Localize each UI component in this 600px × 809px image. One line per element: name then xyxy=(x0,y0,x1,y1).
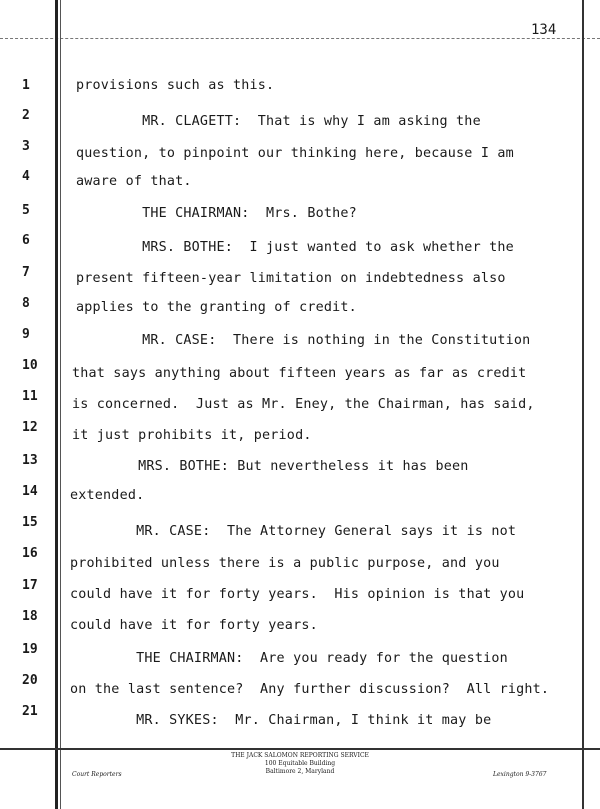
line-number: 3 xyxy=(22,139,30,154)
transcript-line: present fifteen-year limitation on indebtedness also xyxy=(76,271,506,286)
line-number: 17 xyxy=(22,578,38,593)
line-number: 4 xyxy=(22,169,30,184)
page-number: 134 xyxy=(531,22,557,38)
transcript-line: THE CHAIRMAN: Are you ready for the question xyxy=(70,651,508,666)
line-number: 21 xyxy=(22,704,38,719)
footer-service-name: THE JACK SALOMON REPORTING SERVICE xyxy=(231,752,369,759)
transcript-line: it just prohibits it, period. xyxy=(72,428,312,443)
left-margin-rule xyxy=(55,0,58,809)
transcript-line: could have it for forty years. xyxy=(70,618,318,633)
line-number: 5 xyxy=(22,203,30,218)
transcript-line: MRS. BOTHE: But nevertheless it has been xyxy=(72,459,469,474)
transcript-line: MR. CLAGETT: That is why I am asking the xyxy=(76,114,481,129)
transcript-line: MR. CASE: There is nothing in the Constitution xyxy=(76,333,531,348)
left-margin-rule-inner xyxy=(60,0,61,809)
line-number: 1 xyxy=(22,78,30,93)
transcript-line: on the last sentence? Any further discussion? All right. xyxy=(70,682,550,697)
line-number: 20 xyxy=(22,673,38,688)
line-number: 12 xyxy=(22,420,38,435)
line-number: 19 xyxy=(22,642,38,657)
line-number: 11 xyxy=(22,389,38,404)
footer-court-reporters: Court Reporters xyxy=(72,771,122,778)
right-margin-rule xyxy=(582,0,584,809)
top-rule xyxy=(0,38,600,39)
transcript-line: extended. xyxy=(70,488,145,503)
line-number: 14 xyxy=(22,484,38,499)
line-number: 9 xyxy=(22,327,30,342)
transcript-line: MRS. BOTHE: I just wanted to ask whether the xyxy=(76,240,514,255)
transcript-line: question, to pinpoint our thinking here, because I am xyxy=(76,146,514,161)
transcript-line: prohibited unless there is a public purpose, and you xyxy=(70,556,500,571)
bottom-rule xyxy=(0,748,600,750)
line-number: 8 xyxy=(22,296,30,311)
transcript-line: that says anything about fifteen years as far as credit xyxy=(72,366,527,381)
footer-phone: Lexington 9-3767 xyxy=(493,771,547,778)
line-number: 13 xyxy=(22,453,38,468)
transcript-line: aware of that. xyxy=(76,174,192,189)
footer-address-line-2: Baltimore 2, Maryland xyxy=(265,768,335,775)
line-number: 6 xyxy=(22,233,30,248)
transcript-line: is concerned. Just as Mr. Eney, the Chairman, has said, xyxy=(72,397,535,412)
line-number: 2 xyxy=(22,108,30,123)
footer-address-line-1: 100 Equitable Building xyxy=(264,760,336,767)
transcript-line: MR. SYKES: Mr. Chairman, I think it may be xyxy=(70,713,492,728)
transcript-line: applies to the granting of credit. xyxy=(76,300,357,315)
transcript-line: provisions such as this. xyxy=(76,78,275,93)
line-number: 18 xyxy=(22,609,38,624)
transcript-line: THE CHAIRMAN: Mrs. Bothe? xyxy=(76,206,357,221)
line-number: 7 xyxy=(22,265,30,280)
line-number: 15 xyxy=(22,515,38,530)
line-number: 10 xyxy=(22,358,38,373)
transcript-line: could have it for forty years. His opinion is that you xyxy=(70,587,525,602)
line-number: 16 xyxy=(22,546,38,561)
transcript-line: MR. CASE: The Attorney General says it is not xyxy=(70,524,517,539)
